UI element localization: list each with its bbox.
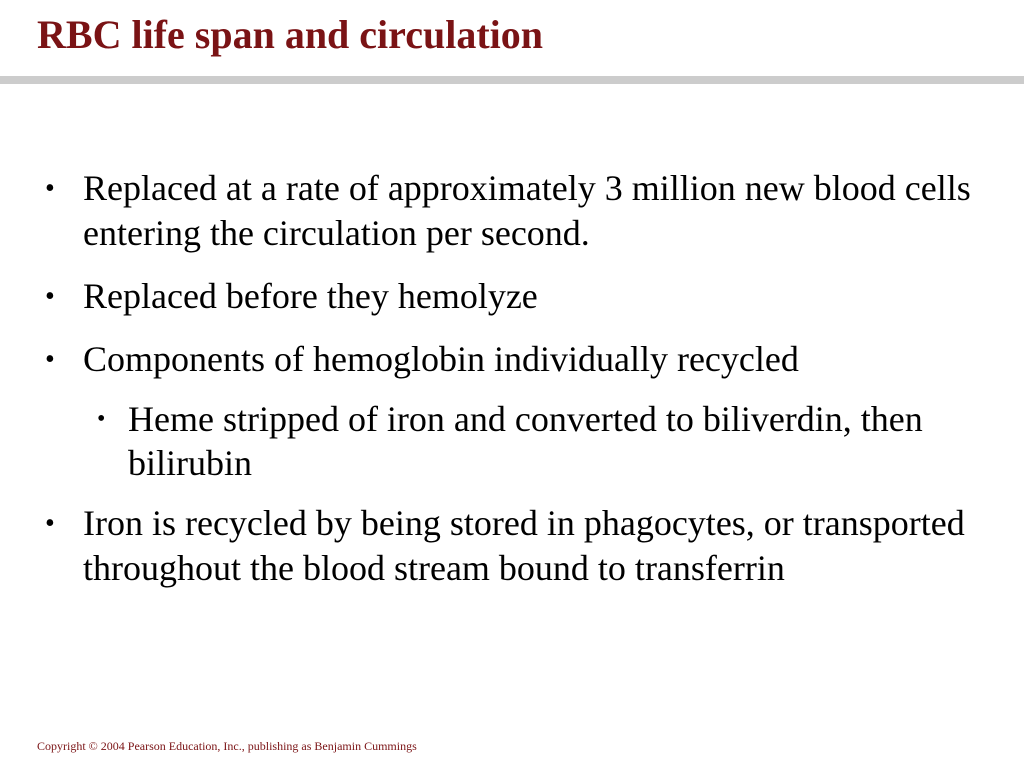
copyright-footer: Copyright © 2004 Pearson Education, Inc., publishing as Benjamin Cummings [37,739,417,753]
bullet-item [0,337,1000,382]
bullet-text: Replaced at a rate of approximately 3 million new blood cells entering the circulation per second. [83,168,971,253]
bullet-dot-icon: • [45,281,55,312]
slide-title: RBC life span and circulation [37,12,543,57]
bullet-text: Replaced before they hemolyze [83,276,538,316]
bullet-item [0,501,1000,591]
bullet-dot-icon: • [45,173,55,204]
bullet-item [0,274,1000,319]
title-divider [0,76,1024,84]
bullet-item [0,166,1000,256]
bullet-dot-icon: • [45,344,55,375]
bullet-text: Iron is recycled by being stored in phagocytes, or transported throughout the blood stream bound to transferrin [83,503,965,588]
sub-bullet-item [0,397,1000,485]
bullet-list [0,166,1000,609]
bullet-text: Components of hemoglobin individually recycled [83,339,799,379]
bullet-dot-icon: • [97,406,106,432]
bullet-text: Heme stripped of iron and converted to biliverdin, then bilirubin [128,399,923,483]
bullet-dot-icon: • [45,508,55,539]
